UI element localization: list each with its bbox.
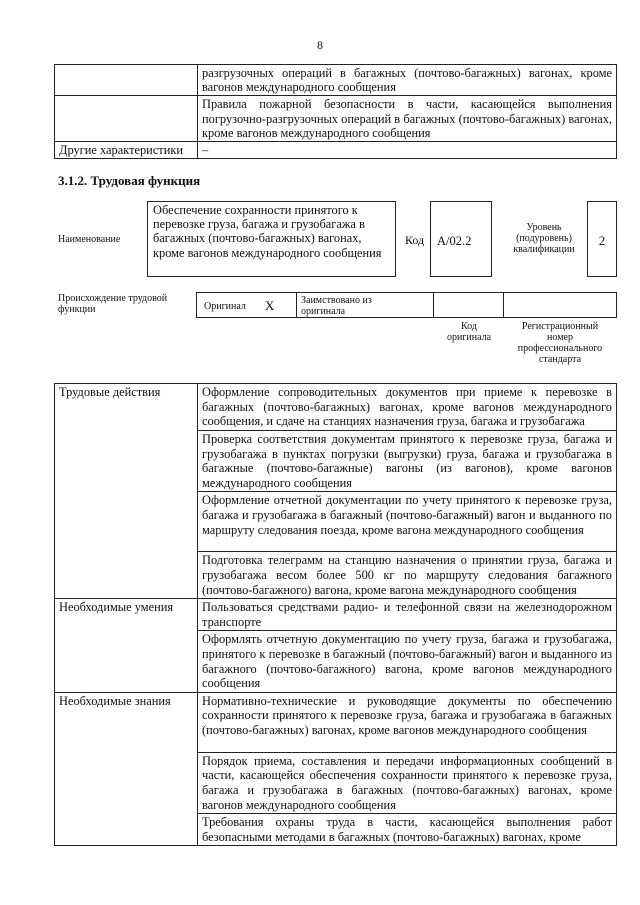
origin-original-box bbox=[196, 292, 297, 318]
knowledge-label: Необходимые знания bbox=[55, 692, 198, 752]
origin-label: Происхождение трудовой функции bbox=[58, 293, 168, 315]
name-value: Обеспечение сохранности принятого к перевозке груза, багажа и грузобагажа в багажных (почтово-багажных) вагонах, кроме вагонов международного сообщения bbox=[153, 203, 382, 260]
knowledge-item: Нормативно-технические и руководящие документы по обеспечению сохранности принятого к перевозке груза, багажа и грузобагажа в багажных (почтово-багажных) вагонах, кроме вагонов международного сообщения bbox=[198, 692, 617, 752]
knowledge-item: Порядок приема, составления и передачи информационных сообщений в части, касающейся обеспечения сохранности принятого к перевозке груза, багажа и грузобагажа в багажных (почтово-багажных) вагонах, кроме вагонов международного сообщения bbox=[198, 752, 617, 813]
labor-action-item: Оформление сопроводительных документов при приеме к перевозке в багажных (почтово-багажных) вагонах, кроме вагонов международного сообщения, и сдаче на станциях назначения груза, багажа и грузобагажа bbox=[198, 384, 617, 431]
label-spacer bbox=[55, 631, 198, 692]
other-characteristics-value: – bbox=[198, 142, 617, 159]
borrowed-label: Заимствовано из оригинала bbox=[301, 295, 372, 317]
other-characteristics-label: Другие характеристики bbox=[55, 142, 198, 159]
level-value: 2 bbox=[598, 233, 606, 248]
label-spacer bbox=[55, 431, 198, 492]
original-label: Оригинал bbox=[204, 301, 246, 312]
skill-item: Оформлять отчетную документацию по учету груза, багажа и грузобагажа, принятого к перевозке в багажный (почтово-багажный) вагон и выданного из багажного (почтово-багажного) вагона, кроме вагонов международного сообщения bbox=[198, 631, 617, 692]
section-heading: 3.1.2. Трудовая функция bbox=[58, 173, 201, 188]
top-table bbox=[54, 64, 617, 159]
knowledge-item: Требования охраны труда в части, касающейся выполнения работ безопасными методами в багажных (почтово-багажных) вагонах, кроме bbox=[198, 814, 617, 846]
top-table-empty-cell bbox=[55, 96, 198, 142]
code-original-box bbox=[433, 292, 504, 318]
labor-actions-label: Трудовые действия bbox=[55, 384, 198, 431]
label-spacer bbox=[55, 492, 198, 552]
level-value-box bbox=[587, 201, 617, 277]
code-original-label: Код оригинала bbox=[446, 321, 492, 343]
skill-item: Пользоваться средствами радио- и телефонной связи на железнодорожном транспорте bbox=[198, 599, 617, 631]
origin-borrowed-box bbox=[296, 292, 434, 318]
main-table bbox=[54, 383, 617, 846]
reg-number-label: Регистрационный номер профессионального стандарта bbox=[517, 321, 603, 365]
page-number: 8 bbox=[317, 38, 323, 52]
original-mark: X bbox=[265, 298, 275, 313]
top-table-row1-text: разгрузочных операций в багажных (почтово-багажных) вагонах, кроме вагонов международного сообщения bbox=[198, 65, 617, 96]
name-label: Наименование bbox=[58, 234, 121, 245]
label-spacer bbox=[55, 552, 198, 599]
level-label: Уровень (подуровень) квалификации bbox=[513, 222, 575, 255]
labor-action-item: Проверка соответствия документам принятого к перевозке груза, багажа и грузобагажа в пунктах погрузки (выгрузки) груза, багажа и грузобагажа в багажные (почтово-багажные) вагоны (из вагонов), кроме вагонов международного сообщения bbox=[198, 431, 617, 492]
name-value-box bbox=[147, 201, 396, 277]
code-label: Код bbox=[405, 233, 425, 247]
code-value: А/02.2 bbox=[437, 234, 472, 248]
top-table-empty-cell bbox=[55, 65, 198, 96]
label-spacer bbox=[55, 752, 198, 813]
labor-action-item: Оформление отчетной документации по учету принятого к перевозке груза, багажа и грузобагажа в багажный (почтово-багажный) вагон и выданного по маршруту следования поезда, кроме вагона международного сообщения bbox=[198, 492, 617, 552]
labor-action-item: Подготовка телеграмм на станцию назначения о принятии груза, багажа и грузобагажа весом более 500 кг по маршруту следования багажного (почтово-багажного) вагона, кроме вагона международного сообщения bbox=[198, 552, 617, 599]
skills-label: Необходимые умения bbox=[55, 599, 198, 631]
reg-number-box bbox=[503, 292, 617, 318]
top-table-row2-text: Правила пожарной безопасности в части, касающейся выполнения погрузочно-разгрузочных операций в багажных (почтово-багажных) вагонах, кроме вагонов международного сообщения bbox=[198, 96, 617, 142]
label-spacer bbox=[55, 814, 198, 846]
code-value-box bbox=[430, 201, 492, 277]
